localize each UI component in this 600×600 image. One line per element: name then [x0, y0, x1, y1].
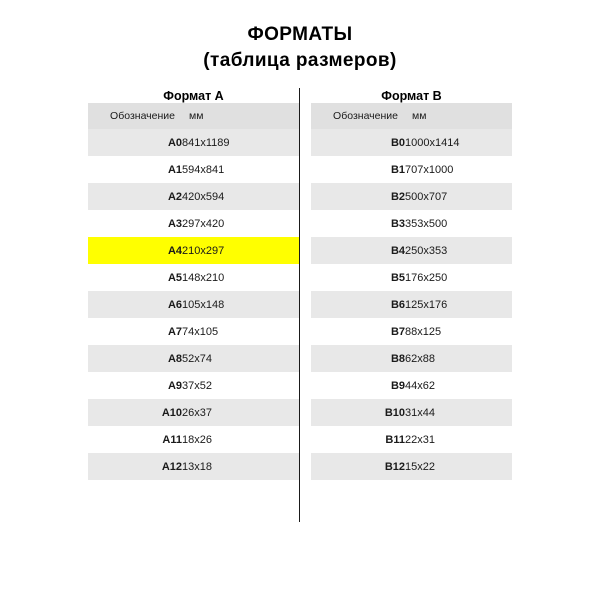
- cell-a-code: A2: [88, 183, 182, 210]
- table-row: [88, 264, 512, 291]
- col-header-b-code: Обозначение: [311, 103, 405, 129]
- sizes-table: [88, 89, 512, 480]
- group-header-b: Формат B: [381, 89, 442, 104]
- cell-b-mm: 707x1000: [405, 163, 454, 176]
- row-divider: [299, 372, 311, 399]
- cell-a-mm: 26x37: [182, 399, 299, 426]
- cell-a-code: A9: [167, 379, 182, 392]
- header-divider: [299, 103, 311, 129]
- cell-a-mm: 148x210: [182, 271, 225, 284]
- title-line-1: ФОРМАТЫ: [247, 24, 353, 45]
- cell-a-mm: 594x841: [182, 163, 225, 176]
- cell-b-code: B9: [390, 379, 405, 392]
- cell-a-mm: 18x26: [182, 433, 212, 446]
- cell-b-mm: 31x44: [405, 399, 512, 426]
- cell-a-mm: 52x74: [182, 345, 299, 372]
- group-header-row: [88, 89, 512, 103]
- row-divider: [299, 318, 311, 345]
- row-divider: [299, 426, 311, 453]
- cell-b-mm: 125x176: [405, 291, 512, 318]
- sizes-table-wrapper: [88, 89, 512, 480]
- cell-b-code: B6: [311, 291, 405, 318]
- cell-a-mm: 841x1189: [182, 129, 299, 156]
- cell-a-code: A0: [88, 129, 182, 156]
- table-row: [88, 372, 512, 399]
- row-divider: [299, 291, 311, 318]
- cell-b-mm: 176x250: [405, 271, 448, 284]
- col-header-a-mm: мм: [182, 103, 299, 129]
- center-divider: [299, 88, 300, 522]
- group-header-a: Формат A: [163, 89, 224, 104]
- row-divider: [299, 183, 311, 210]
- cell-b-mm: 1000x1414: [405, 129, 512, 156]
- col-header-b-mm: мм: [405, 103, 512, 129]
- cell-a-mm: 420x594: [182, 183, 299, 210]
- cell-b-code: B7: [390, 325, 405, 338]
- table-body: [88, 89, 512, 480]
- cell-b-mm: 500x707: [405, 183, 512, 210]
- title-line-2: (таблица размеров): [203, 49, 397, 71]
- cell-b-mm: 44x62: [405, 379, 435, 392]
- cell-b-mm: 250x353: [405, 237, 512, 264]
- cell-a-mm: 74x105: [182, 325, 219, 338]
- cell-b-mm: 88x125: [405, 325, 442, 338]
- table-row: [88, 399, 512, 426]
- row-divider: [299, 156, 311, 183]
- table-row: [88, 210, 512, 237]
- cell-b-code: B1: [390, 163, 405, 176]
- cell-a-code: A12: [88, 453, 182, 480]
- table-row: [88, 291, 512, 318]
- row-divider: [299, 210, 311, 237]
- cell-a-code: A10: [88, 399, 182, 426]
- row-divider: [299, 453, 311, 480]
- table-row: [88, 426, 512, 453]
- row-divider: [299, 237, 311, 264]
- table-row: [88, 237, 512, 264]
- cell-a-mm: 210x297: [182, 237, 299, 264]
- cell-a-code: A1: [167, 163, 182, 176]
- row-divider: [299, 129, 311, 156]
- page-title: [88, 22, 512, 73]
- cell-b-mm: 22x31: [405, 433, 435, 446]
- cell-a-code: A11: [162, 433, 182, 446]
- cell-a-code: A7: [167, 325, 182, 338]
- group-divider: [299, 89, 311, 103]
- row-divider: [299, 345, 311, 372]
- row-divider: [299, 399, 311, 426]
- cell-b-mm: 15x22: [405, 453, 512, 480]
- cell-a-mm: 37x52: [182, 379, 212, 392]
- cell-a-code: A8: [88, 345, 182, 372]
- table-row: [88, 345, 512, 372]
- cell-a-code: A5: [167, 271, 182, 284]
- cell-a-code: A6: [88, 291, 182, 318]
- cell-a-code: A4: [88, 237, 182, 264]
- cell-b-code: B8: [311, 345, 405, 372]
- cell-b-code: B0: [311, 129, 405, 156]
- cell-b-code: B2: [311, 183, 405, 210]
- table-row: [88, 129, 512, 156]
- cell-b-code: B3: [390, 217, 405, 230]
- cell-a-mm: 13x18: [182, 453, 299, 480]
- table-row: [88, 318, 512, 345]
- cell-b-code: B11: [385, 433, 405, 446]
- cell-b-mm: 62x88: [405, 345, 512, 372]
- col-header-a-code: Обозначение: [88, 103, 182, 129]
- cell-b-code: B5: [390, 271, 405, 284]
- column-header-row: [88, 103, 512, 129]
- row-divider: [299, 264, 311, 291]
- cell-a-mm: 297x420: [182, 217, 225, 230]
- table-row: [88, 183, 512, 210]
- cell-b-code: B4: [311, 237, 405, 264]
- cell-a-code: A3: [167, 217, 182, 230]
- table-row: [88, 156, 512, 183]
- table-row: [88, 453, 512, 480]
- cell-b-code: B10: [311, 399, 405, 426]
- cell-b-mm: 353x500: [405, 217, 448, 230]
- cell-a-mm: 105x148: [182, 291, 299, 318]
- cell-b-code: B12: [311, 453, 405, 480]
